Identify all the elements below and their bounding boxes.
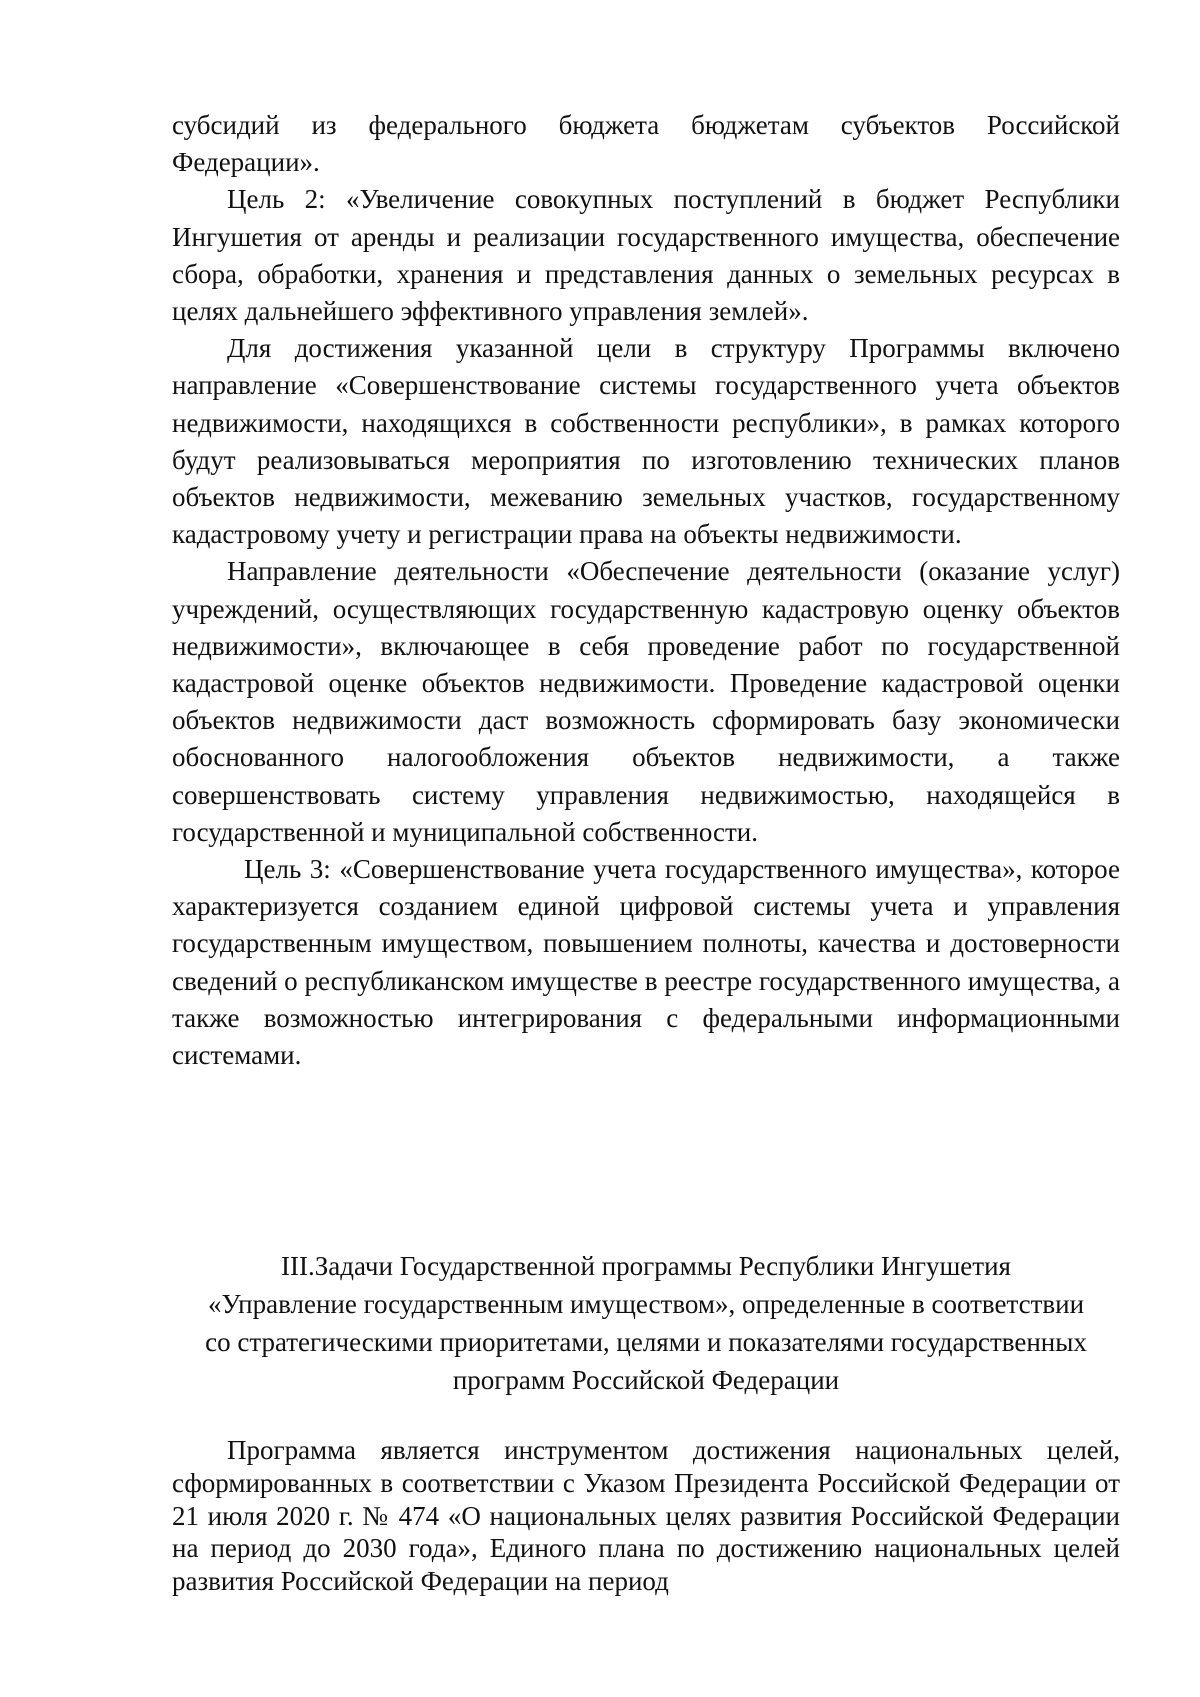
paragraph-goal-2: Цель 2: «Увеличение совокупных поступлений в бюджет Республики Ингушетия от аренды и реализации государственного имущества, обеспечение сбора, обработки, хранения и представления данных о земельных ресурсах в целях дальнейшего эффективного управления землей».: [172, 184, 1120, 327]
section-heading-line-3: со стратегическими приоритетами, целями и показателями государственных: [205, 1327, 1087, 1357]
paragraph-cadastral-valuation: Направление деятельности «Обеспечение деятельности (оказание услуг) учреждений, осуществляющих государственную кадастровую оценку объектов недвижимости», включающее в себя проведение работ по государственной кадастровой оценке объектов недвижимости. Проведение кадастровой оценки объектов недвижимости даст возможность сформировать базу экономически обоснованного налогообложения объектов недвижимости, а также совершенствовать систему управления недвижимостью, находящейся в государственной и муниципальной собственности.: [172, 556, 1120, 847]
section-heading-line-4: программ Российской Федерации: [452, 1365, 840, 1395]
closing-text: [172, 1434, 1120, 1598]
section-heading: [172, 1247, 1120, 1399]
paragraph-program-instrument: Программа является инструментом достижения национальных целей, сформированных в соответствии с Указом Президента Российской Федерации от 21 июля 2020 г. № 474 «О национальных целях развития Российской Федерации на период до 2030 года», Единого плана по достижению национальных целей развития Российской Федерации на период: [172, 1435, 1120, 1597]
section-heading-line-2: «Управление государственным имуществом», определенные в соответствии: [207, 1289, 1085, 1319]
paragraph-continuation: субсидий из федерального бюджета бюджетам субъектов Российской Федерации».: [172, 110, 1120, 178]
paragraph-goal-3: Цель 3: «Совершенствование учета государственного имущества», которое характеризуется созданием единой цифровой системы учета и управления государственным имуществом, повышением полноты, качества и достоверности сведений о республиканском имуществе в реестре государственного имущества, а также возможностью интегрирования с федеральными информационными системами.: [172, 854, 1120, 1071]
body-text: [172, 107, 1120, 1074]
section-heading-line-1: III.Задачи Государственной программы Республики Ингушетия: [281, 1251, 1011, 1281]
paragraph-goal-2-direction: Для достижения указанной цели в структуру Программы включено направление «Совершенствование системы государственного учета объектов недвижимости, находящихся в собственности республики», в рамках которого будут реализовываться мероприятия по изготовлению технических планов объектов недвижимости, межеванию земельных участков, государственному кадастровому учету и регистрации права на объекты недвижимости.: [172, 333, 1120, 550]
